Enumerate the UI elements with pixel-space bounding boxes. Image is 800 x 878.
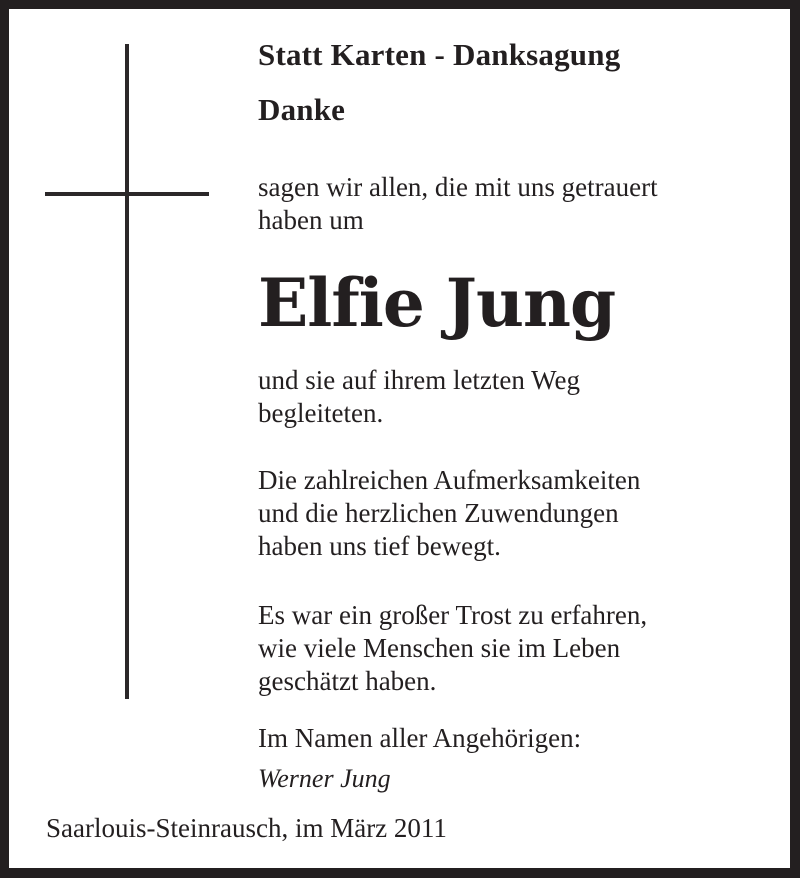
signature: Werner Jung	[258, 764, 391, 793]
intro-text	[258, 171, 658, 237]
place-date: Saarlouis-Steinrausch, im März 2011	[46, 813, 447, 843]
text-line: Die zahlreichen Aufmerksamkeiten	[258, 465, 641, 495]
closing-line: Im Namen aller Angehörigen:	[258, 723, 582, 753]
text-line: sagen wir allen, die mit uns getrauert	[258, 172, 658, 202]
obituary-notice	[9, 9, 790, 868]
text-line: geschätzt haben.	[258, 666, 437, 696]
paragraph-comfort	[258, 599, 647, 698]
notice-heading: Statt Karten - Danksagung	[258, 37, 621, 72]
text-line: begleiteten.	[258, 398, 384, 428]
cross-icon-crossbar	[45, 192, 209, 196]
after-name-text	[258, 364, 580, 430]
text-line: und die herzlichen Zuwendungen	[258, 498, 619, 528]
deceased-name: Elfie Jung	[258, 264, 616, 342]
paragraph-thanks	[258, 464, 640, 563]
text-line: wie viele Menschen sie im Leben	[258, 633, 621, 663]
text-line: und sie auf ihrem letzten Weg	[258, 365, 580, 395]
cross-icon	[125, 44, 129, 699]
text-line: haben uns tief bewegt.	[258, 531, 501, 561]
text-line: haben um	[258, 205, 364, 235]
text-line: Es war ein großer Trost zu erfahren,	[258, 600, 648, 630]
notice-subheading: Danke	[258, 92, 346, 127]
